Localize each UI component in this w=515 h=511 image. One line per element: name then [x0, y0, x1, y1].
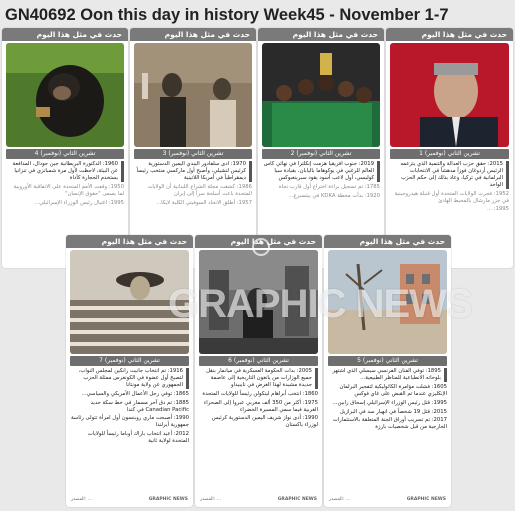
- watermark-icon: [252, 238, 270, 256]
- event-text: 1950: وقعت الأمم المتحدة على الاتفاقية الأوروبية لما يسمى "حقوق الإنسان": [13, 183, 124, 197]
- card-nov-2: [258, 28, 384, 268]
- rugby-photo: [262, 43, 380, 147]
- page-title: GN40692 Oon this day in history Week45 - November 1-7: [5, 6, 449, 24]
- event-text: 1885: تم دق آخر مسمار في خط سكة حديد Canadian Pacific في كندا: [90, 399, 189, 413]
- date-bar: 6 تشرين الثاني (نوفمبر): [199, 356, 318, 366]
- date-bar: 4 تشرين الثاني (نوفمبر): [6, 149, 124, 159]
- chimpanzee-photo: [6, 43, 124, 147]
- card-nov-1: [386, 28, 513, 268]
- event-text: 2005: بدأت الحكومة العسكرية في ميانمار بنقل جميع الوزارات من يانغون التاريخية إلى عاصمة جديدة مشيدة لهذا الغرض في نايبيداو: [199, 368, 318, 389]
- date-bar: 5 تشرين الثاني (نوفمبر): [328, 356, 447, 366]
- date-bar: 1 تشرين الثاني (نوفمبر): [390, 149, 509, 159]
- card-header: حدث في مثل هذا اليوم: [324, 235, 451, 248]
- card-header: حدث في مثل هذا اليوم: [66, 235, 193, 248]
- graphic-news-logo: GRAPHIC NEWS: [148, 497, 188, 502]
- event-text: 1860: انتخب أبراهام لينكولن رئيساً للولايات المتحدة: [202, 390, 318, 397]
- erdogan-photo: [390, 43, 509, 147]
- source-label: المصدر: ...: [71, 497, 92, 502]
- event-text: 1895: توفي الفنان الفرنسي سيسلي الذي اشتهر بلوحاته الانطباعية للمناظر الطبيعية...: [328, 368, 447, 382]
- card-header: حدث في مثل هذا اليوم: [258, 28, 384, 41]
- event-text: 1990: أصبحت ماري روبنسون أول امرأة تتولى رئاسة جمهورية أيرلندا: [70, 415, 189, 429]
- graphic-news-logo: GRAPHIC NEWS: [406, 497, 446, 502]
- card-body: [199, 368, 318, 494]
- event-text: 1920: بدأت محطة KDKA في بيتسبرغ...: [288, 192, 380, 199]
- graphic-news-logo: GRAPHIC NEWS: [277, 497, 317, 502]
- event-text: 1865: توفي رجل الأعمال الأمريكي والسياسي...: [81, 390, 189, 397]
- card-header: حدث في مثل هذا اليوم: [2, 28, 128, 41]
- card-nov-3: [130, 28, 256, 268]
- card-nov-6: [195, 235, 322, 507]
- card-nov-4: [2, 28, 128, 268]
- date-bar: 3 تشرين الثاني (نوفمبر): [134, 149, 252, 159]
- source-label: المصدر: ...: [329, 497, 350, 502]
- event-text: 1990: أدى نواز شريف اليمين الدستورية كرئيس لوزراء باكستان: [211, 415, 318, 429]
- event-text: 2015: حقق حزب العدالة والتنمية الذي يتزعمه الرئيس أردوغان فوزاً مدهشاً في الانتخابات البرلمانية في تركيا، وعاد بذلك إلى حكم الحزب الواحد: [390, 161, 509, 189]
- event-text: 1960: الدكتورة البريطانية جين جودال، المدافعة عن البيئة، لاحظت لأول مرة شمبانزي في تنزانيا يستخدم الحجارة كأداة: [6, 161, 124, 182]
- event-text: 2012: أعيد انتخاب باراك أوباما رئيساً للولايات المتحدة لولاية ثانية: [87, 431, 189, 445]
- date-bar: 7 تشرين الثاني (نوفمبر): [70, 356, 189, 366]
- allende-photo: [134, 43, 252, 147]
- card-nov-5: [324, 235, 451, 507]
- event-text: 1986: كشفت مجلة الشراع اللبنانية أن الولايات المتحدة باعت أسلحة سراً إلى إيران: [147, 183, 252, 197]
- event-text: 2015: قتل 19 شخصاً في انهيار سد في البرازيل: [339, 408, 447, 415]
- card-header: حدث في مثل هذا اليوم: [386, 28, 513, 41]
- card-header: حدث في مثل هذا اليوم: [195, 235, 322, 248]
- card-body: [328, 368, 447, 494]
- source-label: المصدر: ...: [200, 497, 221, 502]
- event-text: 2019: جنوب أفريقيا هزمت إنكلترا في نهائي كأس العالم للرغبي في يوكوهاما باليابان، بقيادة سيا كوليسي، أول لاعب أسود يقود سبرينغبوكس: [262, 161, 380, 182]
- card-header: حدث في مثل هذا اليوم: [130, 28, 256, 41]
- event-text: 2017: تم تسريب أوراق الجنة المتعلقة بالاستثمارات الخارجية من قبل شخصيات بارزة: [332, 417, 447, 431]
- event-text: 1605: فشلت مؤامرة الكاثوليكية لتفجير البرلمان الإنكليزي عندما تم القبض على غاي فوكس: [339, 383, 447, 397]
- event-text: 1995: قتل رئيس الوزراء الإسرائيلي إسحاق رابين...: [332, 399, 447, 406]
- event-text: 1916: تم انتخاب جانيت رانكين لمجلس النواب، لتصبح أول عضوة في الكونغرس ممثلة الحزب الجمهوري عن ولاية مونتانا: [70, 368, 189, 389]
- watermark: GRAPHIC NEWS: [168, 282, 472, 326]
- date-bar: 2 تشرين الثاني (نوفمبر): [262, 149, 380, 159]
- card-nov-7: [66, 235, 193, 507]
- card-body: [70, 368, 189, 494]
- event-text: 1995: ...: [486, 206, 509, 213]
- event-text: 1785: تم تسجيل براءة اختراع أول قارب نجاة: [278, 183, 380, 190]
- event-text: 1952: فجرت الولايات المتحدة أول قنبلة هيدروجينية في جزر مارشال بالمحيط الهادئ: [394, 190, 509, 204]
- event-text: 1995: اغتيال رئيس الوزراء الإسرائيلي...: [34, 199, 124, 206]
- event-text: 1970: أدى سلفادور أليندي اليمين الدستورية كرئيس لتشيلي، وأصبح أول ماركسي منتخب رئيساً ديمقراطياً في أمريكا اللاتينية: [134, 161, 252, 182]
- event-text: 1957: أطلق الاتحاد السوفيتي الكلبة لايكا...: [156, 199, 252, 206]
- event-text: 1975: أكثر من 350 ألف مغربي عبروا إلى الصحراء الغربية فيما سمي المسيرة الخضراء: [203, 399, 318, 413]
